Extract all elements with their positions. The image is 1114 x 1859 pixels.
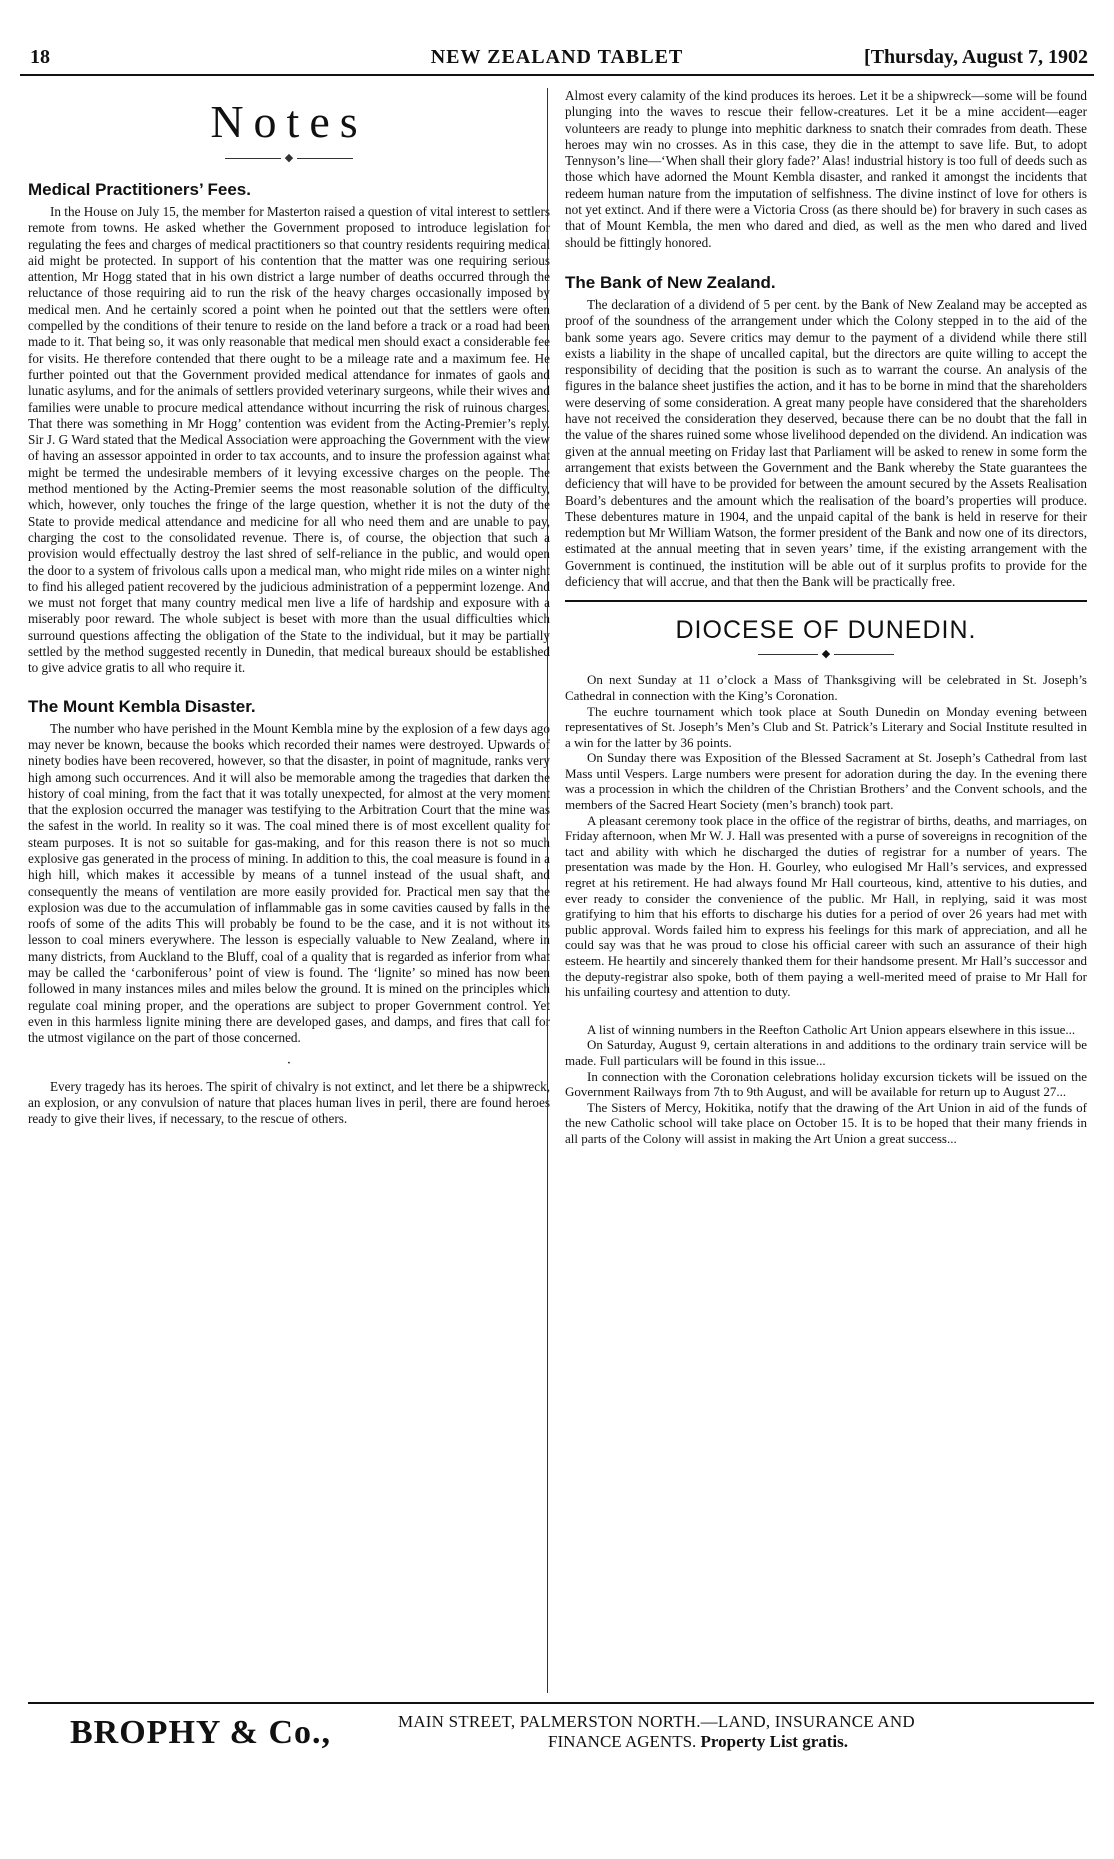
kembla-continued-paragraph: Almost every calamity of the kind produces its heroes. Let it be a shipwreck—some will be found plunging into the waves to rescue their fellow-creatures. Let it be a mine accident—eager volunteers are ready to plunge into mephitic darkness to snatch their comrades from death. These heroes may win no crosses. As in this case, they die in the attempt to save life. But, to adopt Tennyson’s line—‘When shall their glory fade?’ Alas! industrial history is too full of deeds such as those which have adorned the Mount Kembla disaster, and ranked it amongst the incidents that redeem human nature from the imputation of selfishness. The divine instinct of love for others is not yet extinct. And if there were a Victoria Cross (as there should be) for bravery in such cases as that of Mount Kembla, the men who dared and died, as well as the men who dared and lived should be fittingly honored.: [565, 88, 1087, 250]
diocese-ornament: [565, 646, 1087, 662]
footer-advertisement: [28, 1712, 1094, 1762]
notes-title: Notes: [210, 96, 368, 147]
masthead: [20, 44, 1094, 74]
ornament-line: [758, 654, 818, 655]
notice-item: On Saturday, August 9, certain alterations in and additions to the ordinary train service will be made. Full particulars will be found in this issue...: [565, 1037, 1087, 1068]
diamond-icon: ◆: [821, 647, 831, 661]
diocese-paragraph: On next Sunday at 11 o’clock a Mass of Thanksgiving will be celebrated in St. Joseph’s Cathedral in connection with the King’s Coronation.: [565, 672, 1087, 703]
advertiser-name: BROPHY & Co.,: [70, 1714, 332, 1751]
diocese-paragraph: On Sunday there was Exposition of the Blessed Sacrament at St. Joseph’s Cathedral from last Mass until Vespers. Large numbers were present for adoration during the day. In the evening there was a procession in which the children of the Christian Brothers’ and the Convent schools, and the members of the Sacred Heart Society (men’s branch) took part.: [565, 750, 1087, 813]
ornament-line: [297, 158, 353, 159]
bank-heading: The Bank of New Zealand.: [565, 272, 776, 292]
diocese-paragraph: The euchre tournament which took place at South Dunedin on Monday evening between representatives of St. Joseph’s Men’s Club and St. Patrick’s Literary and Social Institute resulted in a win for the latter by 36 points.: [565, 703, 1087, 750]
notices-spacer: [565, 1000, 1087, 1022]
section-separator: ·: [286, 1055, 292, 1071]
kembla-paragraph: The number who have perished in the Mount Kembla mine by the explosion of a few days ago may never be known, because the books which recorded their names were destroyed. Upwards of ninety bodies have been recovered, however, so that the disaster, in point of magnitude, ranks very high among such occurrences. And it will also be memorable among the tragedies that darken the history of coal mining, from the fact that it was totally unexpected, for almost at the very moment that the explosion occurred the manager was testifying to the Arbitration Court that the mine was the safest in the world. In reality so it was. The coal mined there is of most excellent quality for steam purposes. It is not so suitable for gas-making, and for this reason there is not so much explosive gas generated in the process of mining. In addition to this, the coal measure is found in a high hill, which makes it accessible by means of a tunnel instead of the usual shaft, and consequently the means of ventilation are more easily provided for. Practical men say that the explosion was due to the accumulation of inflammable gas in some cavities caused by falls in the roofs of some of the adits This will probably be found to be the case, and it is not without its lesson to coal miners everywhere. The lesson is especially valuable to New Zealand, where in many districts, from Auckland to the Bluff, coal of a quality that is regarded as inferior from what may be called the ‘carboniferous’ point of view is found. The ‘lignite’ so mined has now been followed in many instances miles and miles below the ground. It is mined on the principles which regulate coal mining proper, and the operations are subject to proper Government control. Yet even in this harmless lignite mining there are developed gases, and damps, and fires that call for the utmost vigilance on the part of those concerned.: [28, 720, 550, 1046]
ornament-line: [834, 654, 894, 655]
property-list-text: Property List gratis.: [700, 1732, 849, 1751]
publication-title: NEW ZEALAND TABLET: [430, 46, 684, 68]
kembla-heading: The Mount Kembla Disaster.: [28, 696, 256, 716]
footer-rule: [28, 1702, 1094, 1704]
notice-item: In connection with the Coronation celebrations holiday excursion tickets will be issued on the Government Railways from 7th to 9th August, and will be available for return up to August 27...: [565, 1068, 1087, 1100]
page-number: 18: [30, 46, 50, 68]
diocese-paragraph: A pleasant ceremony took place in the office of the registrar of births, deaths, and marriages, on Friday afternoon, when Mr W. J. Hall was presented with a purse of sovereigns in recognition of the tact and ability with which he discharged the duties of registrar for a number of years. The presentation was made by the Hon. H. Gourley, who eulogised Mr Hall’s services, and expressed regret at his retirement. He had always found Mr Hall courteous, kind, attentive to his duties, and ever ready to consider the convenience of the public. Mr Hall, in replying, said it was most gratifying to him that his efforts to discharge his duties for a period of over 26 years had met with public approval. Words failed him to express his feelings for this mark of appreciation, and all he could say was that he was proud to close his official career with such an assurance of their high esteem. He heartily and sincerely thanked them for their handsome present. Mr Hall’s successor and the deputy-registrar also spoke, both of them paying a well-merited meed of praise to Mr Hall for his unfailing courtesy and attention to duty.: [565, 812, 1087, 1000]
kembla-closing-paragraph: Every tragedy has its heroes. The spirit of chivalry is not extinct, and let there be a shipwreck, an explosion, or any convulsion of nature that places human lives in peril, there are found heroes ready to give their lives, if necessary, to the rescue of others.: [28, 1078, 550, 1127]
medical-heading: Medical Practitioners’ Fees.: [28, 180, 251, 199]
right-column: [565, 88, 1087, 1693]
column-divider: [547, 88, 548, 1693]
masthead-rule: [20, 74, 1094, 76]
diamond-icon: ◆: [284, 151, 294, 164]
diocese-rule: [565, 600, 1087, 602]
issue-date: [Thursday, August 7, 1902: [864, 46, 1088, 68]
notice-item: The Sisters of Mercy, Hokitika, notify that the drawing of the Art Union in aid of the funds of the new Catholic school will take place on October 15. It is to be hoped that their many friends in all parts of the Colony will assist in making the Art Union a great success...: [565, 1099, 1087, 1146]
advertiser-address-line1: MAIN STREET, PALMERSTON NORTH.—LAND, INSURANCE AND: [398, 1712, 915, 1731]
notes-ornament: [28, 150, 550, 166]
address-line2-text: FINANCE AGENTS.: [548, 1732, 697, 1751]
notice-item: A list of winning numbers in the Reefton Catholic Art Union appears elsewhere in this issue...: [587, 1021, 1076, 1037]
ornament-line: [225, 158, 281, 159]
medical-paragraph: In the House on July 15, the member for Masterton raised a question of vital interest to settlers remote from towns. He asked whether the Government proposed to introduce legislation for regulating the fees and charges of medical practitioners so that country residents requiring medical aid might be protected. In support of his contention that the matter was one requiring serious attention, Mr Hogg stated that in his own district a large number of deaths occurred through the reluctance of those requiring aid to run the risk of the heavy charges occasionally imposed by medical men. And he certainly scored a point when he pointed out that the settlers were often compelled by the conditions of their tenure to reside on the land before a track or a road had been made to it. That being so, it was only reasonable that medical men should exact a considerable fee for visits. He therefore contended that there ought to be a mileage rate and a maximum fee. He further pointed out that the Government provided medical attendance for inmates of gaols and lunatic asylums, and for the animals of settlers provided veterinary surgeons, while their wives and families were unable to procure medical attendance without incurring the risk of ruinous charges. That there was something in Mr Hogg’ contention was evident from the Acting-Premier’s reply. Sir J. G Ward stated that the Medical Association were approaching the Government with the view of having an assessor appointed in order to tax accounts, and to insure the profession against what might be termed the undesirable members of it levying excessive charges on the people. The method mentioned by the Acting-Premier seems the most reasonable solution of the difficulty, which, however, only touches the fringe of the large question, whether it is not the duty of the State to provide medical attendance and medicine for all who need them and are unable to pay, charging the cost to the consolidated revenue. There is, of course, the objection that such a provision would effectually destroy the last shred of self-reliance in the public, and would open the door to a system of frivolous calls upon a medical man, who might ride miles on a winter night to find his alleged patient recovered by the judicious administration of a peppermint lozenge. And we must not forget that many country medical men live a life of hardship and exposure with a miserably poor reward. The whole subject is beset with more than the usual difficulties which surround questions affecting the obligation of the State to the individual, but it may be partially settled by the method suggested recently in Dunedin, that medical bureaux should be established to give advice gratis to all who require it.: [28, 204, 550, 676]
left-column: [28, 88, 550, 1693]
diocese-title: DIOCESE OF DUNEDIN.: [675, 616, 977, 645]
advertiser-address-line2: [548, 1732, 848, 1752]
bank-paragraph: The declaration of a dividend of 5 per cent. by the Bank of New Zealand may be accepted as proof of the soundness of the arrangement under which the Colony stepped in to the aid of the bank some years ago. Severe critics may demur to the payment of a dividend while there still exists a liability in the shape of uncalled capital, but the directors are quite willing to accept the responsibility of deciding that the position is such as to warrant the course. An analysis of the figures in the balance sheet justifies the action, and it has to be borne in mind that the shareholders were deserving of some consideration. A great many people have considered that the shareholders have not received the consideration they deserved, because there can be no doubt that the fall in the value of the shares ruined some whose livelihood depended on the dividend. An indication was given at the annual meeting on Friday last that Parliament will be asked to renew in some form the arrangement that exists between the Government and the Bank whereby the State guarantees the deficiency that will have to be provided for between the amount secured by the Assets Realisation Board’s debentures and the amount which the realisation of the board’s properties will produce. These debentures mature in 1904, and the unpaid capital of the bank is held in reserve for their redemption but Mr William Watson, the former president of the Bank and now one of its directors, estimated at the annual meeting that in seven years’ time, if the existing arrangement with the Government is continued, the institution will be able out of it surplus profits to provide for the deficiency that will accrue, and that then the Bank will be practically free.: [565, 296, 1087, 590]
